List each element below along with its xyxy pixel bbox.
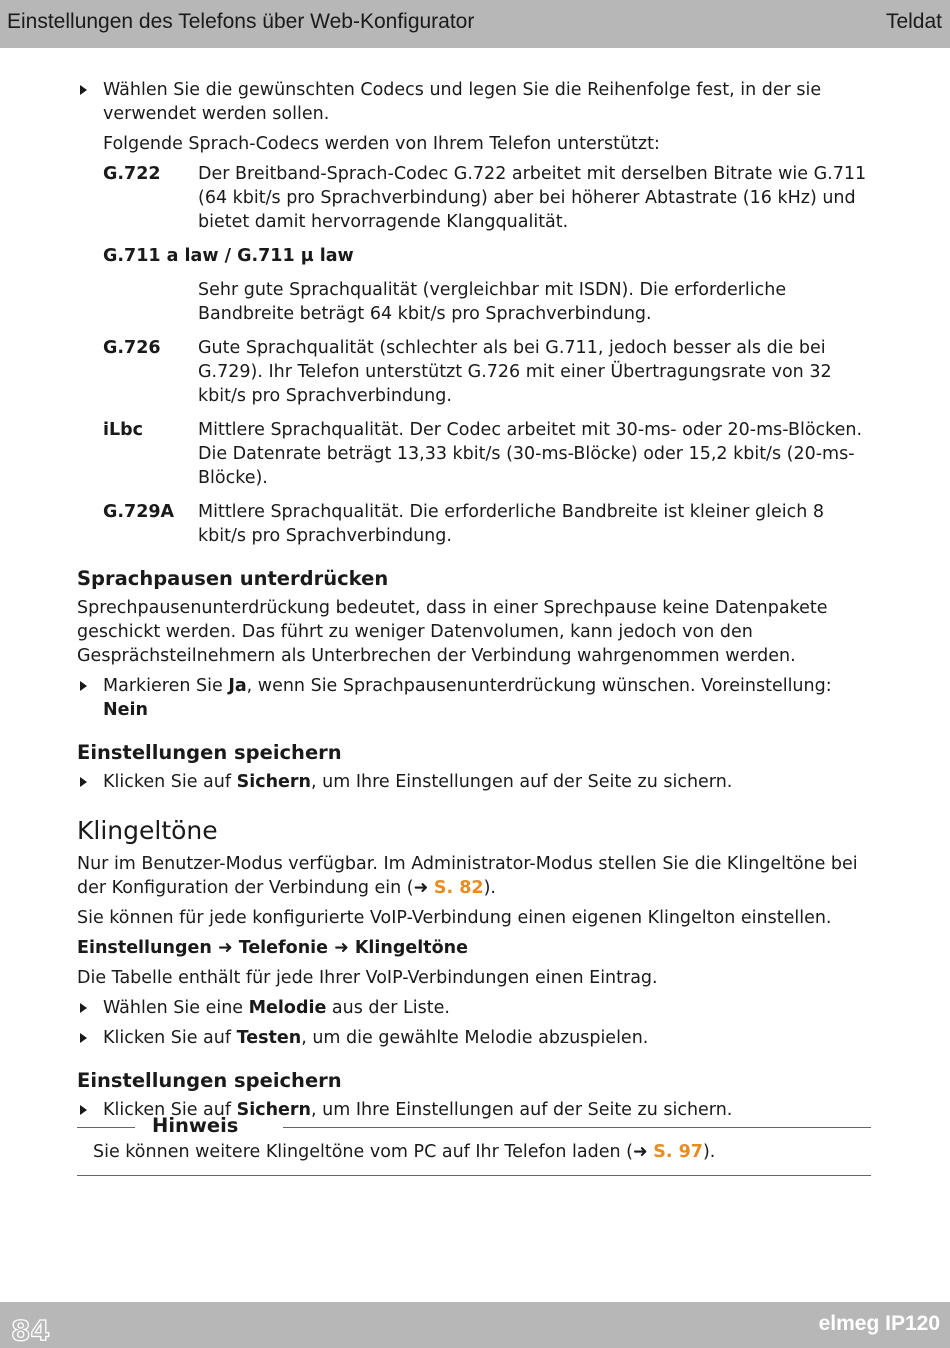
bullet-text: Klicken Sie auf [103, 1028, 237, 1048]
codec-name: iLbc [103, 420, 144, 440]
button-name: Sichern [236, 1100, 311, 1120]
paragraph: Sprechpausenunterdrückung bedeutet, dass in einer Sprechpause keine Datenpakete geschickt werden. Das führt zu weniger Datenvolumen, kann jedoch von den Gesprächsteilnehmern als Unterbrechen der Verbindung wahrgenommen werden. [77, 598, 828, 666]
header-title: Einstellungen des Telefons über Web-Konfigurator [7, 10, 475, 33]
bullet-text: Markieren Sie [103, 676, 229, 696]
paragraph-text: Nur im Benutzer-Modus verfügbar. Im Administrator-Modus stellen Sie die Klingeltöne bei der Konfiguration der Verbindung ein ( [77, 854, 858, 898]
menu-path [77, 936, 873, 960]
bullet-text: , um Ihre Einstellungen auf der Seite zu sichern. [311, 772, 733, 792]
codec-row [77, 500, 873, 548]
bullet-text: Klicken Sie auf [103, 1100, 237, 1120]
codec-desc: Sehr gute Sprachqualität (vergleichbar mit ISDN). Die erforderliche Bandbreite beträgt 64 kbit/s pro Sprachverbindung. [198, 280, 787, 324]
menu-path-item: Klingeltöne [354, 938, 469, 958]
list-item [77, 996, 873, 1020]
default-value: Nein [103, 700, 148, 720]
list-item [77, 1026, 873, 1050]
page-content [77, 78, 873, 1128]
page-number-icon [10, 1310, 50, 1347]
bullet-arrow-icon [80, 681, 87, 691]
button-name: Sichern [236, 772, 311, 792]
codec-name: G.711 a law / G.711 µ law [103, 246, 354, 266]
bullet-text: Wählen Sie eine [103, 998, 249, 1018]
section-heading: Einstellungen speichern [77, 741, 342, 764]
codec-row [77, 336, 873, 408]
list-item [77, 78, 873, 126]
header-brand: Teldat [885, 10, 942, 33]
menu-path-item: Telefonie [238, 938, 329, 958]
page-number-logo [10, 1310, 50, 1347]
divider [77, 1175, 871, 1176]
section-heading: Sprachpausen unterdrücken [77, 567, 389, 590]
paragraph [77, 852, 873, 900]
bullet-text: Klicken Sie auf [103, 772, 237, 792]
codec-name: G.722 [103, 164, 161, 184]
bullet-arrow-icon [80, 1003, 87, 1013]
page-header [0, 0, 950, 48]
section-heading: Einstellungen speichern [77, 1069, 342, 1092]
bullet-text: Wählen Sie die gewünschten Codecs und legen Sie die Reihenfolge fest, in der sie verwendet werden sollen. [103, 80, 822, 124]
codec-row [77, 418, 873, 490]
button-name: Testen [236, 1028, 302, 1048]
bullet-text: , wenn Sie Sprachpausenunterdrückung wünschen. Voreinstellung: [246, 676, 832, 696]
codec-row [77, 162, 873, 234]
option-label: Ja [228, 676, 247, 696]
bullet-arrow-icon [80, 1033, 87, 1043]
codec-name: G.726 [103, 338, 161, 358]
note-text-part: Sie können weitere Klingeltöne vom PC auf Ihr Telefon laden ( [93, 1142, 633, 1162]
chapter-heading: Klingeltöne [77, 816, 218, 845]
page-footer [0, 1302, 950, 1348]
list-item [77, 770, 873, 794]
list-item [77, 674, 873, 722]
field-name: Melodie [248, 998, 327, 1018]
codec-desc: Mittlere Sprachqualität. Die erforderliche Bandbreite ist kleiner gleich 8 kbit/s pro Sprachverbindung. [198, 502, 825, 546]
codec-desc: Gute Sprachqualität (schlechter als bei G.711, jedoch besser als die bei G.729). Ihr Telefon unterstützt G.726 mit einer Übertragungsrate von 32 kbit/s pro Sprachverbindung. [198, 338, 832, 406]
arrow-right-icon: ➜ [334, 938, 349, 958]
note-text-part: ). [702, 1142, 716, 1162]
bullet-arrow-icon [80, 1105, 87, 1115]
bullet-text: , um Ihre Einstellungen auf der Seite zu sichern. [311, 1100, 733, 1120]
note-title: Hinweis [152, 1114, 239, 1137]
bullet-arrow-icon [80, 777, 87, 787]
menu-path-item: Einstellungen [77, 938, 212, 958]
page-reference-link[interactable]: S. 82 [433, 878, 484, 898]
codec-desc: Mittlere Sprachqualität. Der Codec arbeitet mit 30-ms- oder 20-ms-Blöcken. Die Datenrate beträgt 13,33 kbit/s (30-ms-Blöcke) oder 15,2 kbit/s (20-ms-Blöcke). [198, 420, 863, 488]
bullet-text: aus der Liste. [326, 998, 450, 1018]
page-number: 84 [11, 1314, 50, 1347]
paragraph-text: ). [483, 878, 496, 898]
paragraph: Folgende Sprach-Codecs werden von Ihrem Telefon unterstützt: [103, 134, 660, 154]
note-text [93, 1140, 715, 1164]
arrow-right-icon: ➜ [632, 1142, 648, 1162]
arrow-right-icon: ➜ [217, 938, 233, 958]
paragraph: Sie können für jede konfigurierte VoIP-Verbindung einen eigenen Klingelton einstellen. [77, 908, 832, 928]
codec-desc: Der Breitband-Sprach-Codec G.722 arbeitet mit derselben Bitrate wie G.711 (64 kbit/s pro Sprachverbindung) aber bei höherer Abtastrate (16 kHz) und bietet damit hervorragende Klangqualität. [198, 164, 867, 232]
codec-name: G.729A [103, 502, 175, 522]
page-reference-link[interactable]: S. 97 [653, 1142, 703, 1162]
divider [283, 1127, 871, 1128]
paragraph: Die Tabelle enthält für jede Ihrer VoIP-Verbindungen einen Eintrag. [77, 968, 658, 988]
bullet-arrow-icon [80, 85, 87, 95]
product-name: elmeg IP120 [818, 1312, 940, 1335]
divider [77, 1127, 135, 1128]
arrow-right-icon: ➜ [413, 878, 429, 898]
bullet-text: , um die gewählte Melodie abzuspielen. [301, 1028, 649, 1048]
